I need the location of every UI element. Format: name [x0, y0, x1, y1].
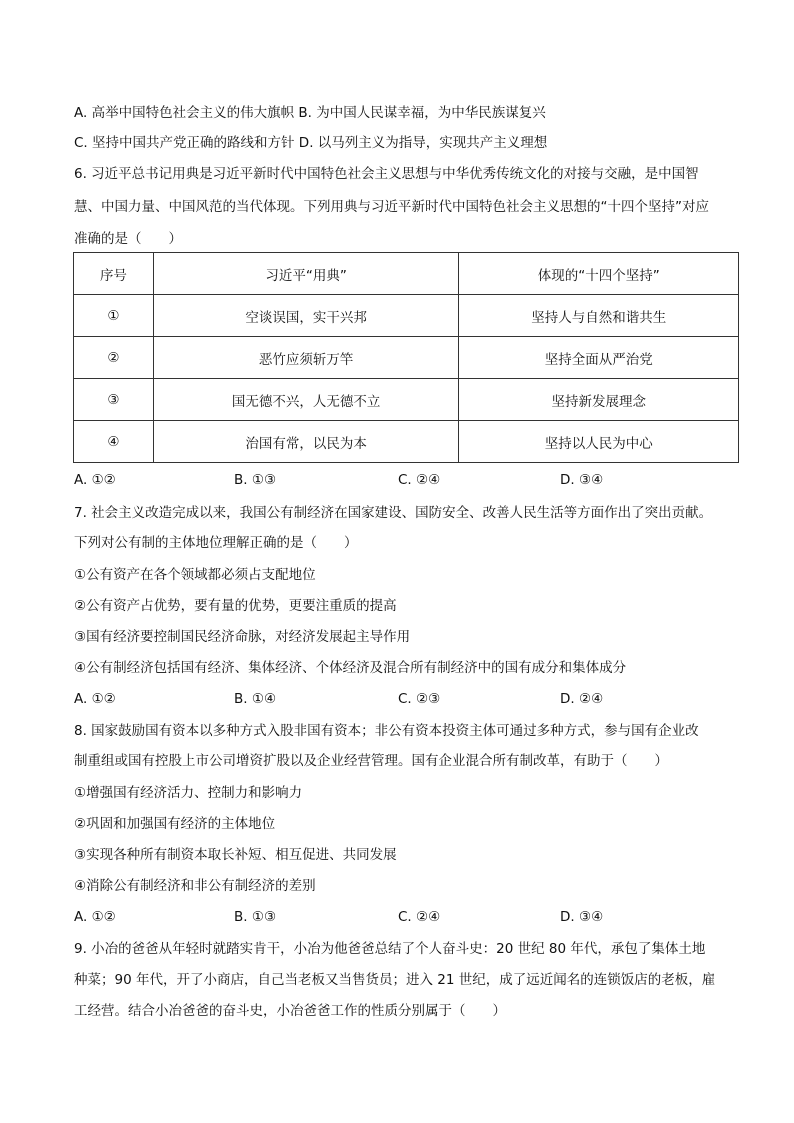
row-principle: 坚持全面从严治党: [459, 337, 739, 379]
q7-item-1: ①公有资产在各个领域都必须占支配地位: [74, 567, 316, 583]
q9-stem-line-2: 种菜；90 年代，开了小商店，自己当老板又当售货员；进入 21 世纪，成了远近闻名的连锁饭店的老板，雇: [74, 972, 716, 988]
table-row: [74, 295, 739, 337]
q6-options: [74, 471, 674, 489]
q7-options: [74, 690, 674, 708]
header-principle: 体现的“十四个坚持”: [459, 253, 739, 295]
q7-option-c: C. ②③: [398, 691, 441, 707]
header-quote: 习近平“用典”: [153, 253, 459, 295]
row-quote: 恶竹应须斩万竿: [153, 337, 459, 379]
q8-option-b: B. ①③: [234, 909, 277, 925]
row-index: ①: [74, 295, 154, 337]
row-quote: 国无德不兴，人无德不立: [153, 379, 459, 421]
q9-stem-line-1: 9. 小冶的爸爸从年轻时就踏实肯干，小冶为他爸爸总结了个人奋斗史：20 世纪 80 年代，承包了集体土地: [74, 941, 706, 957]
q7-item-3: ③国有经济要控制国民经济命脉，对经济发展起主导作用: [74, 629, 411, 645]
q6-table: [73, 252, 739, 463]
q7-option-d: D. ②④: [560, 691, 604, 707]
q8-stem-line-2: 制重组或国有控股上市公司增资扩股以及企业经营管理。国有企业混合所有制改革，有助于（ ）: [74, 753, 668, 769]
q8-option-d: D. ③④: [560, 909, 604, 925]
q7-option-b: B. ①④: [234, 691, 277, 707]
q6-option-c: C. ②④: [398, 472, 441, 488]
row-index: ④: [74, 421, 154, 463]
q8-options: [74, 908, 674, 926]
row-quote: 治国有常，以民为本: [153, 421, 459, 463]
q6-option-b: B. ①③: [234, 472, 277, 488]
q9-stem-line-3: 工经营。结合小冶爸爸的奋斗史，小冶爸爸工作的性质分别属于（ ）: [74, 1003, 506, 1019]
q6-stem-line-2: 慧、中国力量、中国风范的当代体现。下列用典与习近平新时代中国特色社会主义思想的“十四个坚持”对应: [74, 199, 709, 215]
row-quote: 空谈误国，实干兴邦: [153, 295, 459, 337]
table-row: [74, 379, 739, 421]
row-principle: 坚持以人民为中心: [459, 421, 739, 463]
q8-item-3: ③实现各种所有制资本取长补短、相互促进、共同发展: [74, 847, 397, 863]
row-index: ③: [74, 379, 154, 421]
q6-option-d: D. ③④: [560, 472, 604, 488]
table-header-row: [74, 253, 739, 295]
q8-stem-line-1: 8. 国家鼓励国有资本以多种方式入股非国有资本；非公有资本投资主体可通过多种方式，参与国有企业改: [74, 723, 699, 739]
table-row: [74, 421, 739, 463]
row-principle: 坚持新发展理念: [459, 379, 739, 421]
q5-option-ab: A. 高举中国特色社会主义的伟大旗帜 B. 为中国人民谋幸福，为中华民族谋复兴: [74, 105, 546, 121]
q8-item-2: ②巩固和加强国有经济的主体地位: [74, 816, 276, 832]
q8-item-4: ④消除公有制经济和非公有制经济的差别: [74, 878, 316, 894]
q7-option-a: A. ①②: [74, 691, 116, 707]
q8-option-c: C. ②④: [398, 909, 441, 925]
row-principle: 坚持人与自然和谐共生: [459, 295, 739, 337]
row-index: ②: [74, 337, 154, 379]
q8-option-a: A. ①②: [74, 909, 116, 925]
q5-option-cd: C. 坚持中国共产党正确的路线和方针 D. 以马列主义为指导，实现共产主义理想: [74, 135, 548, 151]
q6-stem-line-1: 6. 习近平总书记用典是习近平新时代中国特色社会主义思想与中华优秀传统文化的对接与交融，是中国智: [74, 166, 699, 182]
header-index: 序号: [74, 253, 154, 295]
q7-stem-line-1: 7. 社会主义改造完成以来，我国公有制经济在国家建设、国防安全、改善人民生活等方面作出了突出贡献。: [74, 505, 713, 521]
q6-stem-line-3: 准确的是（ ）: [74, 231, 182, 247]
q7-stem-line-2: 下列对公有制的主体地位理解正确的是（ ）: [74, 535, 358, 551]
q8-item-1: ①增强国有经济活力、控制力和影响力: [74, 785, 303, 801]
q7-item-2: ②公有资产占优势，要有量的优势，更要注重质的提高: [74, 598, 397, 614]
q7-item-4: ④公有制经济包括国有经济、集体经济、个体经济及混合所有制经济中的国有成分和集体成分: [74, 660, 627, 676]
q6-option-a: A. ①②: [74, 472, 116, 488]
table-row: [74, 337, 739, 379]
